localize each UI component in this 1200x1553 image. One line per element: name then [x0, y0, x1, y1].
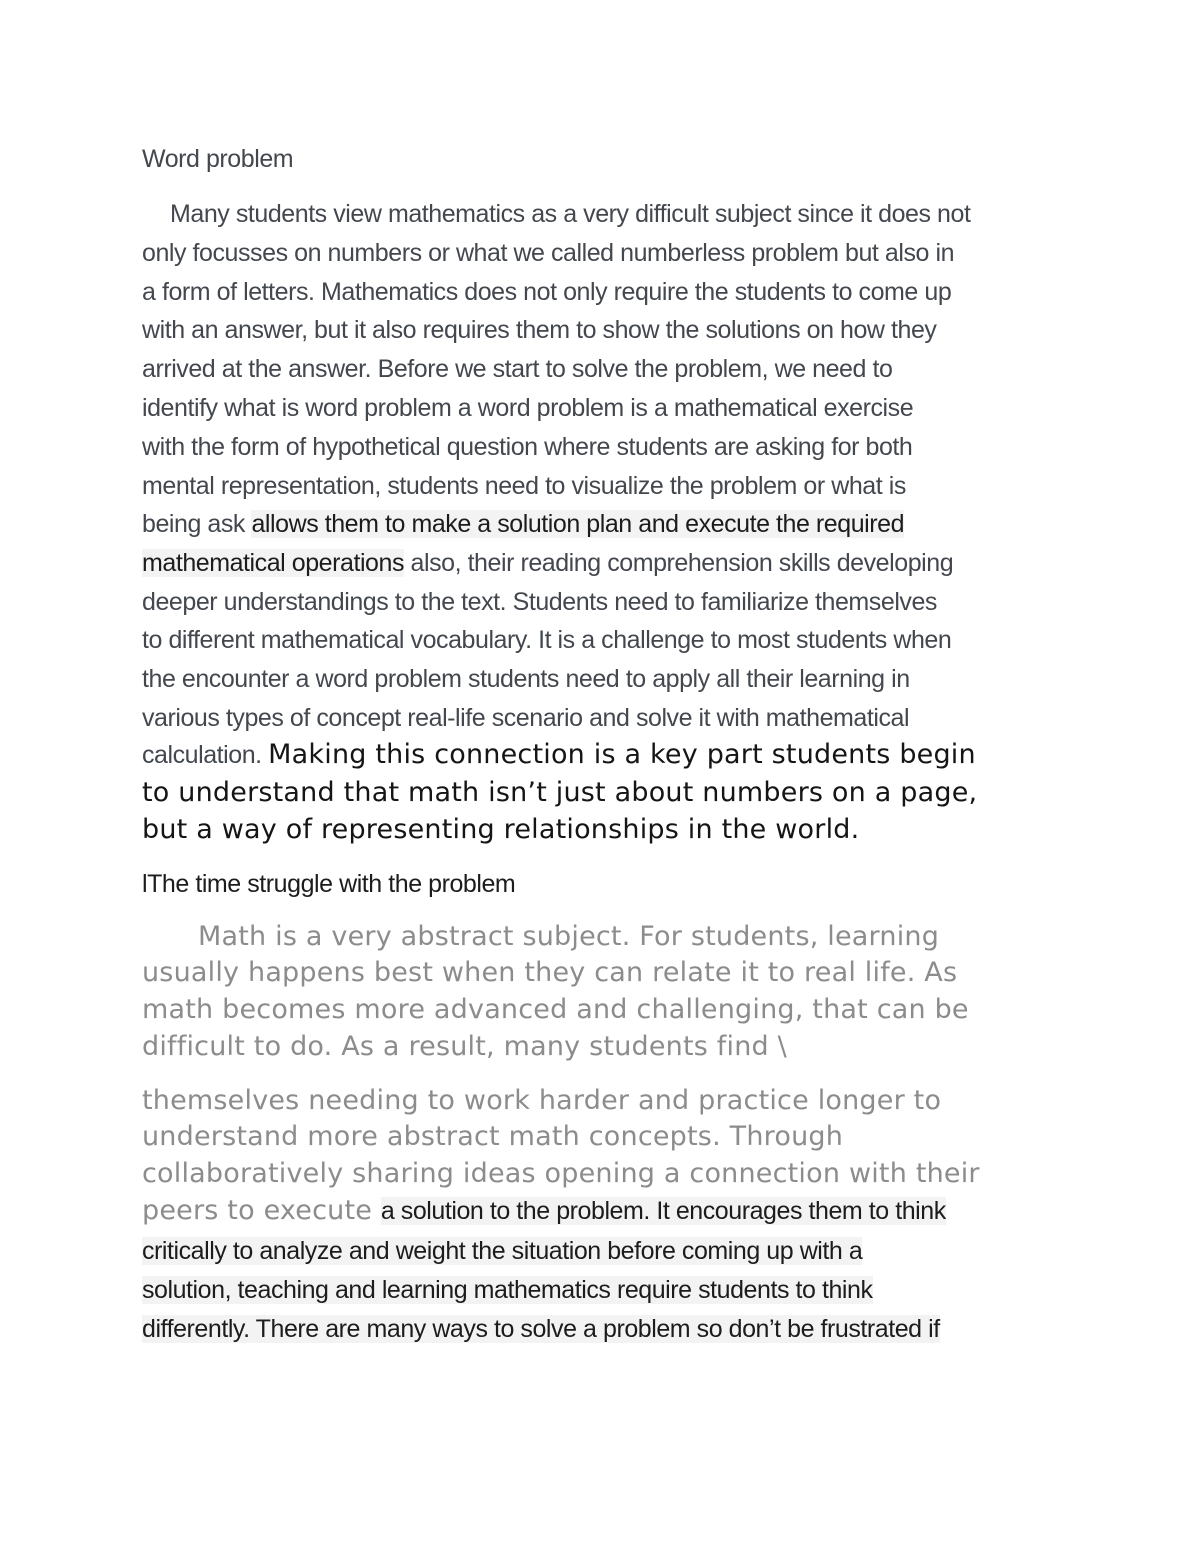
document-title: Word problem: [142, 145, 294, 173]
paragraph-line: Many students view mathematics as a very difficult subject since it does not: [170, 200, 971, 228]
paragraph-line: the encounter a word problem students need to apply all their learning in: [142, 665, 910, 693]
paragraph-line: understand more abstract math concepts. Through: [142, 1121, 844, 1152]
paragraph-line: with an answer, but it also requires them to show the solutions on how they: [142, 316, 937, 344]
paragraph-line: Math is a very abstract subject. For students, learning: [198, 921, 940, 952]
highlighted-text-run: a solution to the problem. It encourages them to think: [380, 1197, 946, 1225]
paragraph-line: usually happens best when they can relate it to real life. As: [142, 957, 958, 988]
paragraph-line: to different mathematical vocabulary. It is a challenge to most students when: [142, 626, 952, 654]
paragraph-line: but a way of representing relationships in the world.: [142, 814, 860, 845]
large-text-run: Making this connection is a key part students begin: [268, 739, 976, 770]
paragraph-line: a form of letters. Mathematics does not only require the students to come up: [142, 278, 952, 306]
paragraph-line: difficult to do. As a result, many students find \: [142, 1031, 787, 1062]
text-run: peers to execute: [142, 1195, 381, 1226]
text-run: also, their reading comprehension skills developing: [404, 549, 954, 577]
paragraph-line: deeper understandings to the text. Students need to familiarize themselves: [142, 588, 937, 616]
paragraph-line: [142, 1197, 946, 1224]
paragraph-line: [142, 1278, 873, 1303]
section-heading: lThe time struggle with the problem: [142, 870, 516, 898]
highlighted-text-run: critically to analyze and weight the situation before coming up with a: [142, 1237, 863, 1265]
highlighted-text-run: allows them to make a solution plan and execute the required: [251, 510, 905, 538]
paragraph-line: math becomes more advanced and challenging, that can be: [142, 994, 969, 1025]
text-run: being ask: [142, 510, 252, 538]
text-run: calculation.: [142, 741, 269, 769]
paragraph-line: [142, 1317, 940, 1342]
paragraph-line: [142, 741, 976, 768]
highlighted-text-run: mathematical operations: [142, 549, 405, 577]
paragraph-line: [142, 512, 904, 537]
paragraph-line: [142, 1239, 862, 1264]
paragraph-line: identify what is word problem a word problem is a mathematical exercise: [142, 394, 914, 422]
highlighted-text-run: differently. There are many ways to solve a problem so don’t be frustrated if: [142, 1315, 940, 1343]
paragraph-line: only focusses on numbers or what we called numberless problem but also in: [142, 239, 955, 267]
paragraph-line: [142, 551, 953, 576]
paragraph-line: to understand that math isn’t just about numbers on a page,: [142, 777, 978, 808]
paragraph-line: collaboratively sharing ideas opening a connection with their: [142, 1158, 980, 1189]
paragraph-line: various types of concept real-life scenario and solve it with mathematical: [142, 704, 910, 732]
paragraph-line: mental representation, students need to visualize the problem or what is: [142, 472, 906, 500]
highlighted-text-run: solution, teaching and learning mathematics require students to think: [142, 1276, 873, 1304]
paragraph-line: with the form of hypothetical question where students are asking for both: [142, 433, 913, 461]
paragraph-line: arrived at the answer. Before we start to solve the problem, we need to: [142, 355, 893, 383]
paragraph-line: themselves needing to work harder and practice longer to: [142, 1085, 942, 1116]
